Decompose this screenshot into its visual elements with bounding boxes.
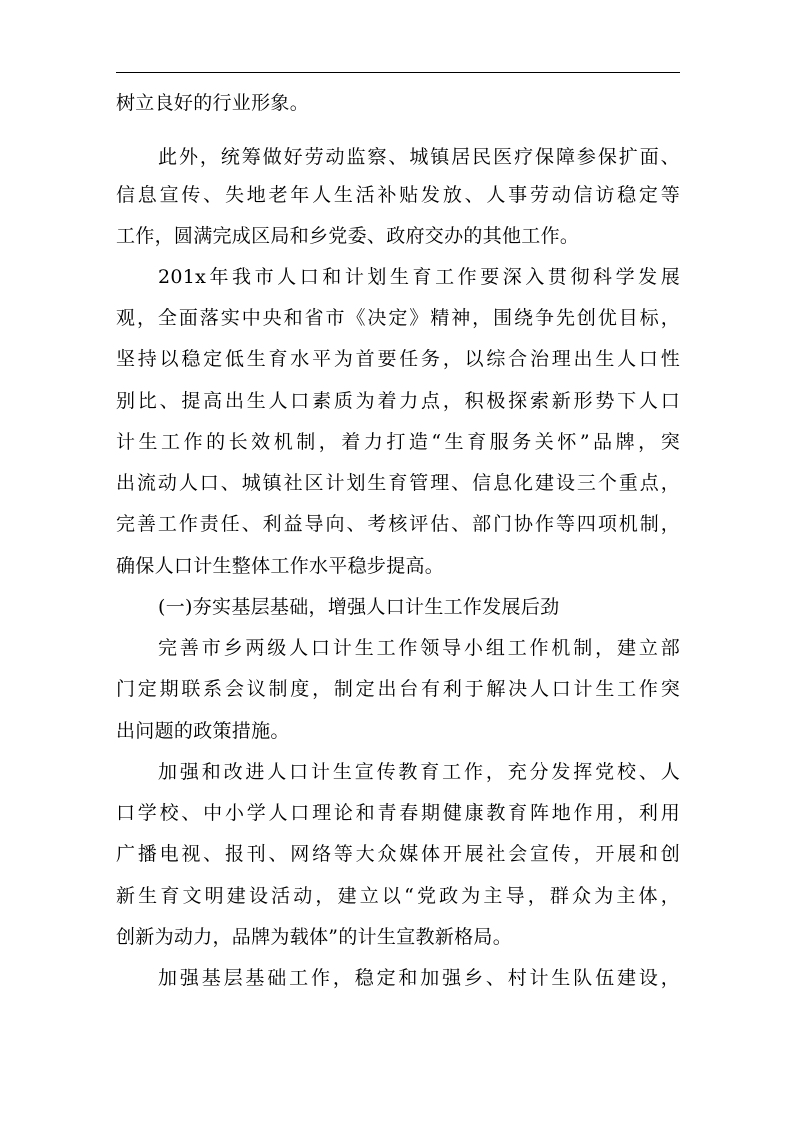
text-line: 口学校、中小学人口理论和青春期健康教育阵地作用，利用 — [116, 802, 680, 824]
text-line: 完善工作责任、利益导向、考核评估、部门协作等四项机制， — [116, 513, 680, 535]
text-line: 坚持以稳定低生育水平为首要任务，以综合治理出生人口性 — [116, 348, 680, 370]
text-line: 信息宣传、失地老年人生活补贴发放、人事劳动信访稳定等 — [116, 184, 680, 206]
text-line: 别比、提高出生人口素质为着力点，积极探索新形势下人口 — [116, 390, 680, 412]
paragraph-first-line: 201x年我市人口和计划生育工作要深入贯彻科学发展 — [158, 266, 680, 288]
text-line: 确保人口计生整体工作水平稳步提高。 — [116, 555, 445, 577]
paragraph-first-line: 此外，统筹做好劳动监察、城镇居民医疗保障参保扩面、 — [158, 146, 680, 168]
text-line: 观，全面落实中央和省市《决定》精神，围绕争先创优目标， — [116, 307, 680, 329]
paragraph-first-line: 完善市乡两级人口计生工作领导小组工作机制，建立部 — [158, 637, 680, 659]
header-rule — [116, 72, 680, 73]
section-heading: (一)夯实基层基础，增强人口计生工作发展后劲 — [158, 596, 560, 618]
text-line: 出问题的政策措施。 — [116, 720, 290, 742]
text-line: 出流动人口、城镇社区计划生育管理、信息化建设三个重点， — [116, 472, 680, 494]
text-line: 树立良好的行业形象。 — [116, 92, 310, 114]
text-line: 新生育文明建设活动，建立以“党政为主导，群众为主体， — [116, 885, 680, 907]
paragraph-first-line: 加强和改进人口计生宣传教育工作，充分发挥党校、人 — [158, 761, 680, 783]
text-line: 创新为动力，品牌为载体”的计生宣教新格局。 — [116, 926, 513, 948]
text-line: 广播电视、报刊、网络等大众媒体开展社会宣传，开展和创 — [116, 843, 680, 865]
text-line: 工作，圆满完成区局和乡党委、政府交办的其他工作。 — [116, 225, 580, 247]
text-line: 计生工作的长效机制，着力打造“生育服务关怀”品牌，突 — [116, 431, 680, 453]
text-line: 门定期联系会议制度，制定出台有利于解决人口计生工作突 — [116, 678, 680, 700]
paragraph-first-line: 加强基层基础工作，稳定和加强乡、村计生队伍建设， — [158, 967, 680, 989]
